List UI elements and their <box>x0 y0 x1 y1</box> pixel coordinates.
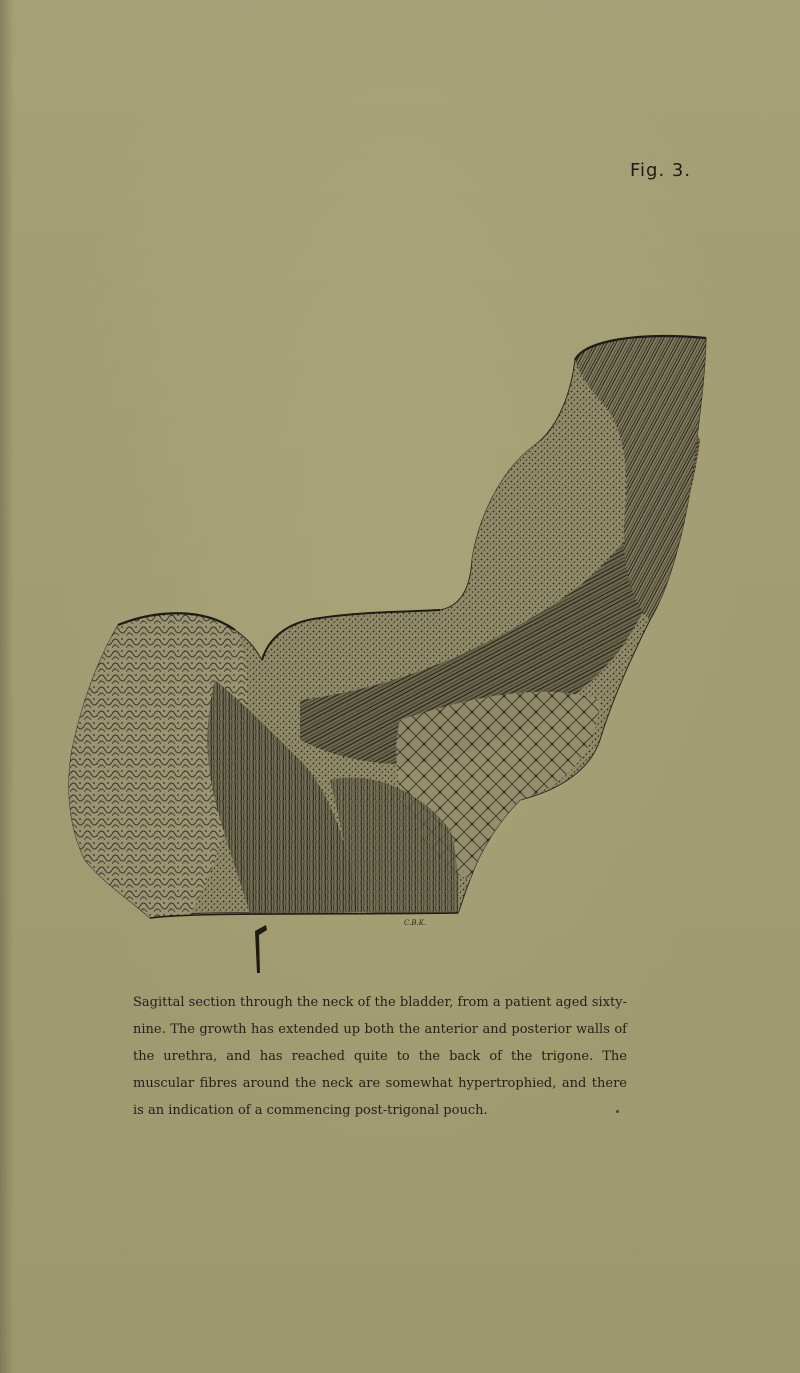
figure-number: Fig. 3. <box>630 160 692 181</box>
figure-caption: Sagittal section through the neck of the bladder, from a patient aged sixty-nine. The growth has extended up both the anterior and posterior walls of the urethra, and has reached quite to the back of the trigone. The muscular fibres around the neck are somewhat hypertrophied, and there is an indication of a commencing post-trigonal pouch. <box>133 995 627 1118</box>
margin-mark <box>254 925 267 973</box>
artist-initials: C.B.K. <box>404 919 427 927</box>
paper-speck <box>616 1110 619 1113</box>
